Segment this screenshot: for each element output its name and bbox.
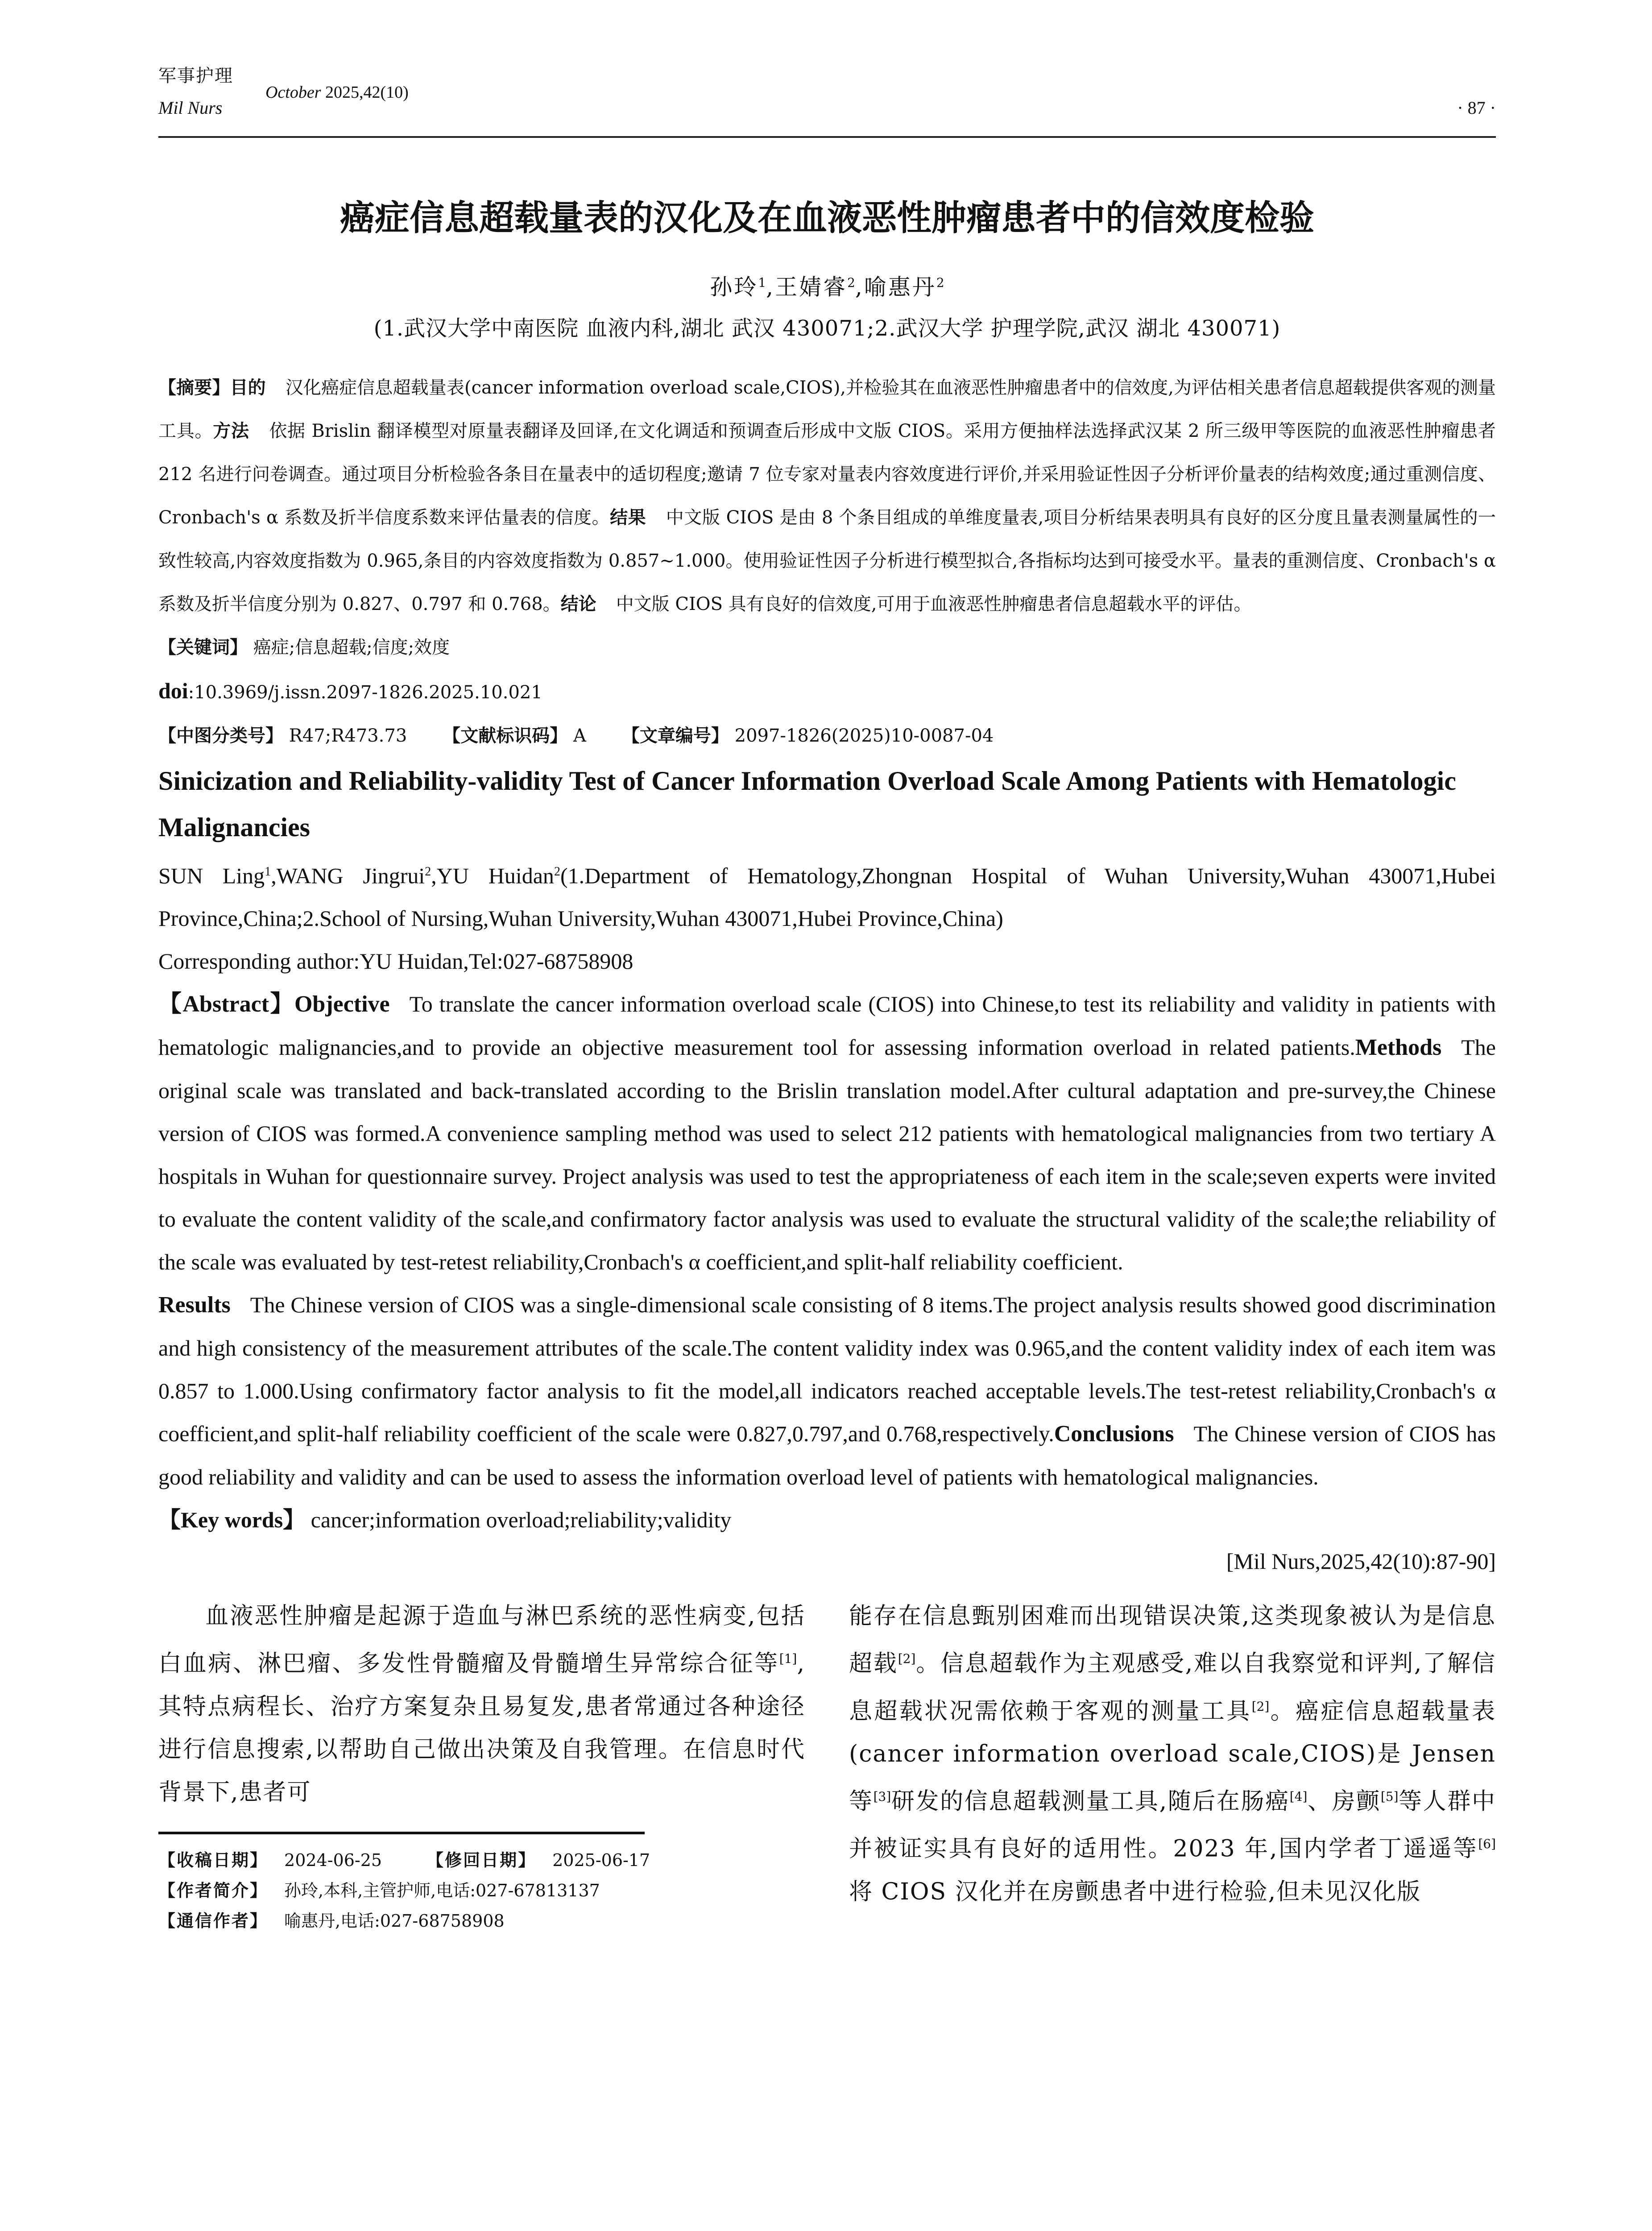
conclusion-label: 结论 — [560, 593, 596, 614]
author-name-en: YU Huidan — [436, 863, 554, 888]
corresponding-author: 喻惠丹,电话:027-68758908 — [284, 1911, 505, 1931]
objective-label-en: Objective — [294, 991, 390, 1017]
doi-value[interactable]: :10.3969/j.issn.2097-1826.2025.10.021 — [188, 682, 542, 703]
body-text: 、房颤 — [1307, 1788, 1381, 1815]
body-text: 血液恶性肿瘤是起源于造血与淋巴系统的恶性病变,包括白血病、淋巴瘤、多发性骨髓瘤及骨髓增生异常综合征等 — [158, 1603, 805, 1677]
methods-label-en: Methods — [1355, 1035, 1442, 1061]
doi-line — [158, 669, 1496, 714]
citation-ref[interactable]: [1] — [779, 1651, 797, 1667]
body-text: 等人群中并被证实具有良好的适用性。2023 年,国内学者丁遥遥等 — [849, 1788, 1496, 1862]
results-text-en: The Chinese version of CIOS was a single-dimensional scale consisting of 8 items.The project analysis results showed good discrimination and high consistency of the measurement attributes of the scale.The content validity index was 0.965,and the content validity index of each item was 0.857 to 1.000.Using confirmatory factor analysis to fit the model,all indicators reached acceptable levels.The test-retest reliability,Cronbach's α coefficient,and split-half reliability coefficient of the scale were 0.827,0.797,and 0.768,respectively. — [158, 1292, 1496, 1447]
author-bio: 孙玲,本科,主管护师,电话:027-67813137 — [284, 1880, 600, 1900]
citation-ref[interactable]: [2] — [1251, 1699, 1270, 1714]
keywords-value-en: cancer;information overload;reliability;validity — [311, 1507, 732, 1533]
affiliations-cn: (1.武汉大学中南医院 血液内科,湖北 武汉 430071;2.武汉大学 护理学院,武汉 湖北 430071) — [373, 315, 1281, 341]
author-affiliation-mark: 2 — [554, 864, 560, 879]
abstract-cn — [158, 366, 1496, 626]
footnote-corresponding — [158, 1906, 805, 1936]
body-text: 。信息超载作为主观感受,难以自我察觉和评判,了解信息超载状况需依赖于客观的测量工具 — [849, 1650, 1496, 1725]
author-name-en: WANG Jingrui — [276, 863, 425, 888]
header-rule — [158, 136, 1496, 138]
author-name: 王婧睿 — [775, 274, 848, 300]
authors-affiliations-en: SUN Ling$^1$,WANG Jingrui$^2$,YU Huidan$^2$(1.Department of Hematology,Zhongnan Hospital of Wuhan University,Wuhan 430071,Hubei Province,China;2.School of Nursing,Wuhan University,Wuhan 430071,Hubei Province,China) Corresponding author:YU Huidan,Tel:027-68758908 — [158, 863, 1496, 974]
article-no-label: 【文章编号】 — [621, 725, 729, 746]
author-affiliation-mark: 1 — [265, 864, 271, 879]
citation-ref[interactable]: [4] — [1289, 1789, 1308, 1804]
author-affiliation-mark: 1 — [758, 275, 766, 290]
received-label: 【收稿日期】 — [158, 1850, 269, 1870]
page-number: · 87 · — [1457, 98, 1496, 118]
citation-ref[interactable]: [6] — [1478, 1837, 1496, 1852]
body-text: 研发的信息超载测量工具,随后在肠癌 — [891, 1788, 1290, 1815]
affiliations-en: (1.Department of Hematology,Zhongnan Hospital of Wuhan University,Wuhan 430071,Hubei Province,China;2.School of Nursing,Wuhan University,Wuhan 430071,Hubei Province,China) — [158, 863, 1496, 931]
keywords-en — [158, 1498, 1496, 1541]
journal-name-cn: 军事护理 — [158, 66, 233, 86]
body-text: 将 CIOS 汉化并在房颤患者中进行检验,但未见汉化版 — [849, 1878, 1421, 1905]
received-date: 2024-06-25 — [284, 1850, 382, 1870]
author-name-en: SUN Ling — [158, 863, 265, 888]
body-text: ,其特点病程长、治疗方案复杂且易复发,患者常通过各种途径进行信息搜索,以帮助自己做出决策及自我管理。在信息时代背景下,患者可 — [158, 1650, 805, 1806]
citation-ref[interactable]: [2] — [898, 1651, 916, 1667]
author-name: 孙玲 — [710, 274, 758, 300]
abstract-en — [158, 983, 1496, 1498]
methods-text-en: The original scale was translated and back-translated according to the Brislin translation model.After cultural adaptation and pre-survey,the Chinese version of CIOS was formed.A convenience sampling method was used to select 212 patients with hematological malignancies from two tertiary A hospitals in Wuhan for questionnaire survey. Project analysis was used to test the appropriateness of each item in the scale;seven experts were invited to evaluate the content validity of the scale,and confirmatory factor analysis was used to evaluate the structural validity of the scale;the reliability of the scale was evaluated by test-retest reliability,Cronbach's α coefficient,and split-half reliability coefficient. — [158, 1035, 1496, 1275]
author-affiliation-mark: 2 — [847, 275, 855, 290]
body-column-left — [158, 1595, 805, 1813]
issue-month: October — [265, 83, 321, 102]
abstract-label-en: 【Abstract】 — [158, 991, 294, 1017]
issue-info — [265, 84, 409, 101]
revised-label: 【修回日期】 — [426, 1850, 537, 1870]
body-text: 能存在信息甄别困难而出现错误决策,这类现象被认为是信息超载 — [849, 1603, 1496, 1677]
results-label-en: Results — [158, 1292, 231, 1318]
footnote-dates — [158, 1845, 805, 1875]
doi-label: doi — [158, 678, 188, 703]
journal-page — [158, 0, 1496, 1990]
conclusion-text: 中文版 CIOS 具有良好的信效度,可用于血液恶性肿瘤患者信息超载水平的评估。 — [616, 593, 1252, 614]
conclusions-label-en: Conclusions — [1054, 1421, 1174, 1447]
citation: [Mil Nurs,2025,42(10):87-90] — [1226, 1549, 1496, 1574]
footnote-author-bio — [158, 1875, 805, 1906]
authors-cn: 孙玲$^1$,王婧睿$^2$,喻惠丹$^2$ — [710, 274, 944, 300]
author-name: 喻惠丹 — [864, 274, 936, 300]
author-bio-label: 【作者简介】 — [158, 1880, 269, 1900]
citation-ref[interactable]: [5] — [1380, 1789, 1399, 1804]
keywords-cn — [158, 626, 1496, 669]
running-header — [158, 62, 1496, 136]
keywords-value: 癌症;信息超载;信度;效度 — [253, 637, 450, 658]
article-title-en: Sinicization and Reliability-validity Test of Cancer Information Overload Scale Among Patients with Hematologic Malignancies — [158, 766, 1456, 842]
methods-text: 依据 Brislin 翻译模型对原量表翻译及回译,在文化调适和预调查后形成中文版 CIOS。采用方便抽样法选择武汉某 2 所三级甲等医院的血液恶性肿瘤患者 212 名进行问卷调查。通过项目分析检验各条目在量表中的适切程度;邀请 7 位专家对量表内容效度进行评价,并采用验证性因子分析评价量表的结构效度;通过重测信度、Cronbach's α 系数及折半信度系数来评估量表的信度。 — [158, 420, 1496, 528]
author-affiliation-mark: 2 — [936, 275, 944, 290]
article-no-value: 2097-1826(2025)10-0087-04 — [734, 725, 994, 746]
citation-ref[interactable]: [3] — [873, 1789, 891, 1804]
corresponding-author-en: Corresponding author:YU Huidan,Tel:027-68758908 — [158, 949, 633, 974]
doc-code-value: A — [573, 725, 586, 746]
footnote-rule — [158, 1832, 645, 1834]
clc-label: 【中图分类号】 — [158, 725, 283, 746]
body-columns — [158, 1595, 1496, 1936]
objective-text-en: To translate the cancer information overload scale (CIOS) into Chinese,to test its reliability and validity in patients with hematologic malignancies,and to provide an objective measurement tool for assessing information overload in related patients. — [158, 991, 1496, 1060]
results-text: 中文版 CIOS 是由 8 个条目组成的单维度量表,项目分析结果表明具有良好的区分度且量表测量属性的一致性较高,内容效度指数为 0.965,条目的内容效度指数为 0.857~1.000。使用验证性因子分析进行模型拟合,各指标均达到可接受水平。量表的重测信度、Cronbach's α 系数及折半信度分别为 0.827、0.797 和 0.768。 — [158, 507, 1496, 614]
objective-label: 目的 — [230, 377, 266, 398]
body-text: 。癌症信息超载量表(cancer information overload scale,CIOS)是 Jensen 等 — [849, 1697, 1496, 1815]
keywords-label: 【关键词】 — [158, 637, 248, 658]
keywords-label-en: 【Key words】 — [158, 1507, 306, 1533]
doc-code-label: 【文献标识码】 — [443, 725, 568, 746]
classification-line — [158, 714, 1496, 758]
abstract-label: 【摘要】 — [158, 377, 230, 398]
body-left-wrapper — [158, 1595, 805, 1936]
issue-volume: 2025,42(10) — [325, 83, 409, 102]
corresponding-label: 【通信作者】 — [158, 1911, 269, 1931]
conclusions-text-en: The Chinese version of CIOS has good reliability and validity and can be used to assess the information overload level of patients with hematological malignancies. — [158, 1421, 1496, 1490]
clc-value: R47;R473.73 — [289, 725, 407, 746]
article-title-cn: 癌症信息超载量表的汉化及在血液恶性肿瘤患者中的信效度检验 — [340, 198, 1314, 238]
body-column-right — [849, 1595, 1496, 1936]
author-affiliation-mark: 2 — [425, 864, 431, 879]
methods-label: 方法 — [213, 420, 249, 441]
objective-text: 汉化癌症信息超载量表(cancer information overload scale,CIOS),并检验其在血液恶性肿瘤患者中的信效度,为评估相关患者信息超载提供客观的测量工具。 — [158, 377, 1496, 441]
revised-date: 2025-06-17 — [552, 1850, 650, 1870]
results-label: 结果 — [610, 507, 646, 528]
journal-name-en: Mil Nurs — [158, 98, 223, 118]
